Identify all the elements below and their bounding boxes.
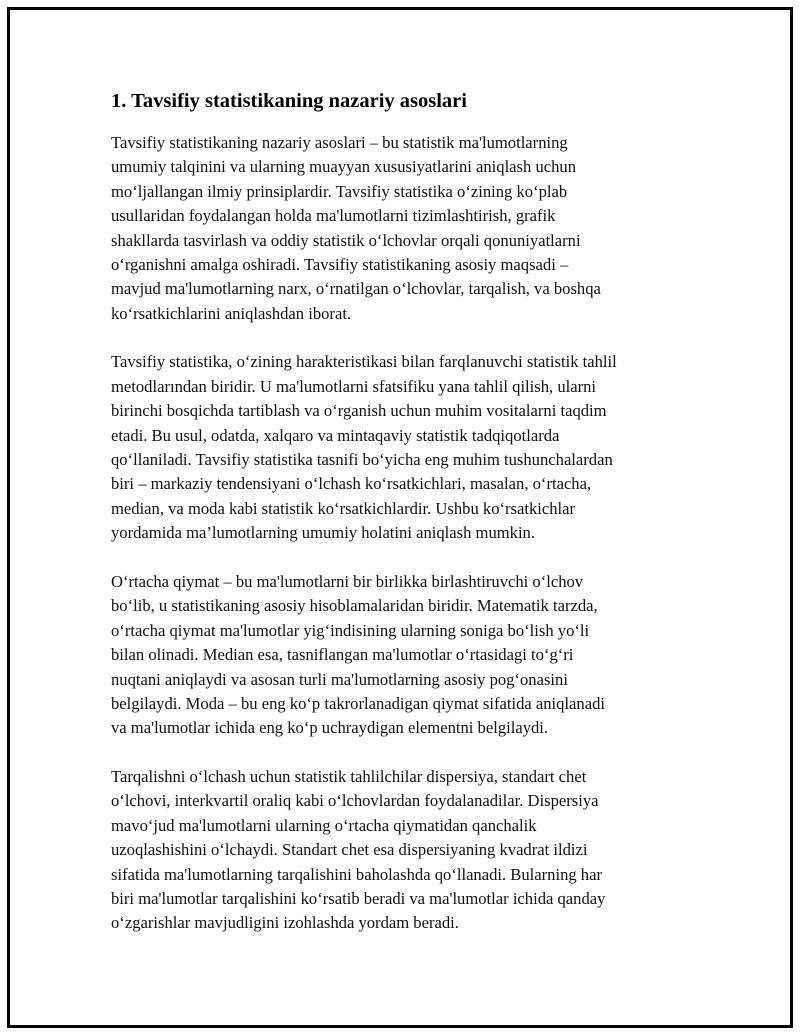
paragraph-1: Tavsifiy statistikaning nazariy asoslari – bu statistik ma'lumotlarning umumiy talqinini va ularning muayyan xususiyatlarini aniqlash uchun mo‘ljallangan ilmiy prinsiplardir. Tavsifiy statistika o‘zining ko‘plab usullaridan foydalangan holda ma'lumotlarni tizimlashtirish, grafik shakllarda tasvirlash va oddiy statistik o‘lchovlar orqali qonuniyatlarni o‘rganishni amalga oshiradi. Tavsifiy statistikaning asosiy maqsadi – mavjud ma'lumotlarning narx, o‘rnatilgan o‘lchovlar, tarqalish, va boshqa ko‘rsatkichlarini aniqlashdan iborat.: [111, 133, 601, 323]
document-body: [111, 88, 691, 960]
paragraph-3: O‘rtacha qiymat – bu ma'lumotlarni bir birlikka birlashtiruvchi o‘lchov bo‘lib, u statistikaning asosiy hisoblamalaridan biridir. Matematik tarzda, o‘rtacha qiymat ma'lumotlar yig‘indisining ularning soniga bo‘lish yo‘li bilan olinadi. Median esa, tasniflangan ma'lumotlar o‘rtasidagi to‘g‘ri nuqtani aniqlaydi va asosan turli ma'lumotlarning asosiy pog‘onasini belgilaydi. Moda – bu eng ko‘p takrorlanadigan qiymat sifatida aniqlanadi va ma'lumotlar ichida eng ko‘p uchraydigan elementni belgilaydi.: [111, 571, 605, 738]
section-heading: 1. Tavsifiy statistikaning nazariy asoslari: [111, 90, 467, 112]
paragraph-4: Tarqalishni o‘lchash uchun statistik tahlilchilar dispersiya, standart chet o‘lchovi, interkvartil oraliq kabi o‘lchovlardan foydalanadilar. Dispersiya mavo‘jud ma'lumotlarni ularning o‘rtacha qiymatidan qanchalik uzoqlashishini o‘lchaydi. Standart chet esa dispersiyaning kvadrat ildizi sifatida ma'lumotlarning tarqalishini baholashda qo‘llanadi. Bularning har biri ma'lumotlar tarqalishini ko‘rsatib beradi va ma'lumotlar ichida qanday o‘zgarishlar mavjudligini izohlashda yordam beradi.: [111, 766, 606, 933]
paragraph-2: Tavsifiy statistika, o‘zining harakteristikasi bilan farqlanuvchi statistik tahlil metodlarından biridir. U ma'lumotlarni sfatsifiku yana tahlil qilish, ularni birinchi bosqichda tartiblash va o‘rganish uchun muhim vositalarni taqdim etadi. Bu usul, odatda, xalqaro va mintaqaviy statistik tadqiqotlarda qo‘llaniladi. Tavsifiy statistika tasnifi bo‘yicha eng muhim tushunchalardan biri – markaziy tendensiyani o‘lchash ko‘rsatkichlari, masalan, o‘rtacha, median, va moda kabi statistik ko‘rsatkichlardir. Ushbu ko‘rsatkichlar yordamida ma’lumotlarning umumiy holatini aniqlash mumkin.: [111, 352, 617, 543]
